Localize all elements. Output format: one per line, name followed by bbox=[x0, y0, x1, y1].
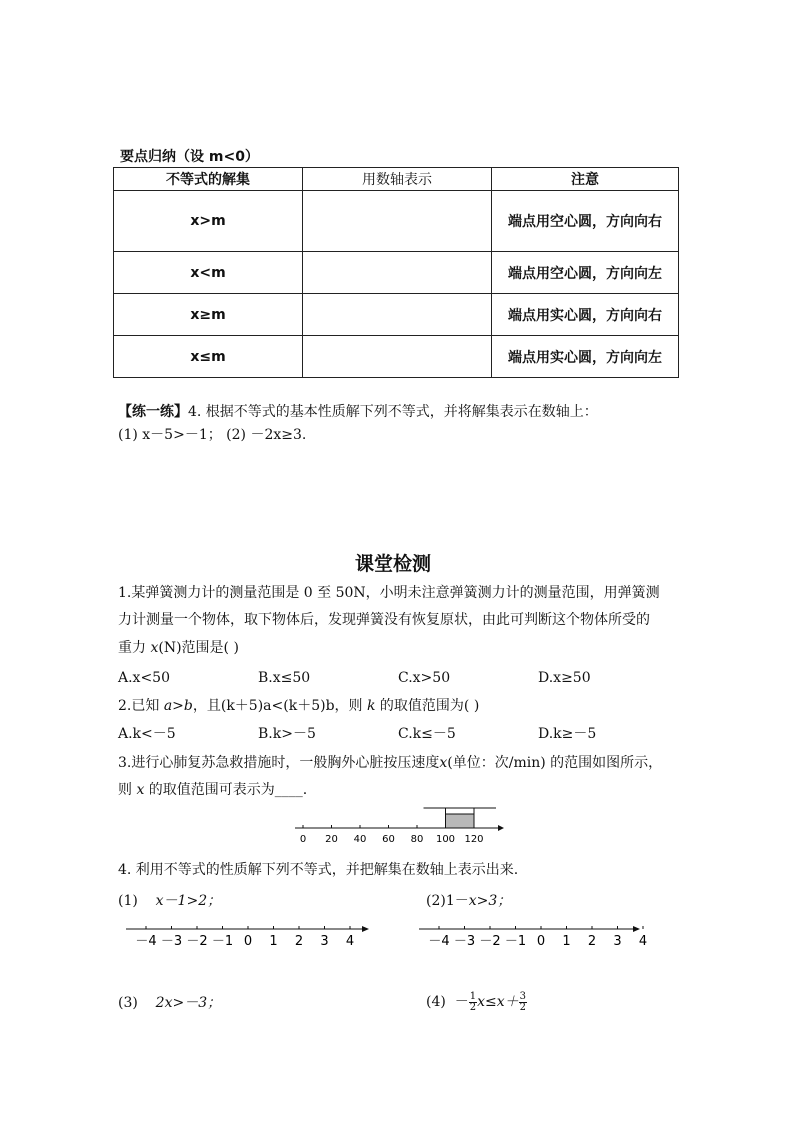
tick-label: 1 bbox=[269, 934, 278, 949]
tick-label: －3 bbox=[160, 934, 183, 949]
shaded-range bbox=[446, 814, 475, 828]
summary-table bbox=[113, 167, 679, 378]
solution-set-cell: x≤m bbox=[114, 336, 303, 378]
option-c: C.x>50 bbox=[398, 670, 451, 686]
tick-label: 4 bbox=[345, 934, 355, 949]
q4-number-line-2 bbox=[415, 920, 648, 952]
variable-x: x bbox=[439, 755, 448, 771]
q3-number-line bbox=[290, 804, 505, 848]
tick-label: －3 bbox=[453, 934, 476, 949]
arrow-head-icon bbox=[633, 926, 640, 932]
fraction-denominator: 2 bbox=[469, 1001, 477, 1013]
q2-condition: a>b bbox=[163, 698, 193, 714]
tick-label: －4 bbox=[135, 934, 157, 949]
option-d: D.k≥－5 bbox=[538, 726, 597, 742]
q2-stem-mid: ，且(k＋5)a<(k＋5)b，则 bbox=[192, 698, 367, 714]
column-header: 注意 bbox=[492, 168, 679, 191]
solution-set-cell: x<m bbox=[114, 252, 303, 294]
q4-part-3-expr: 2x>－3； bbox=[155, 995, 222, 1011]
tick-label: －2 bbox=[479, 934, 501, 949]
option-d: D.x≥50 bbox=[538, 670, 591, 686]
q2-stem-pre: 2.已知 bbox=[118, 698, 164, 714]
arrow-head-icon bbox=[498, 825, 504, 831]
fraction-three-halves bbox=[519, 992, 527, 1013]
tick-label: －2 bbox=[186, 934, 208, 949]
table-row bbox=[114, 336, 679, 378]
q4-number-line-1 bbox=[122, 920, 372, 952]
tick-label: 100 bbox=[435, 834, 456, 845]
tick-label: 0 bbox=[243, 934, 253, 949]
q4-part-2-expr: x>3； bbox=[468, 893, 512, 909]
q2-stem-post: 的取值范围为( ) bbox=[375, 698, 480, 714]
q4-stem: 4. 利用不等式的性质解下列不等式，并把解集在数轴上表示出来. bbox=[118, 862, 519, 878]
q4-part-2 bbox=[426, 891, 511, 911]
number-line-cell bbox=[303, 336, 492, 378]
arrow-head-icon bbox=[362, 926, 369, 932]
summary-heading: 要点归纳（设 m<0） bbox=[120, 149, 259, 165]
tick-label: －4 bbox=[428, 934, 450, 949]
q3-line-2 bbox=[118, 780, 307, 800]
tick-label: 0 bbox=[536, 934, 546, 949]
q1-line-3 bbox=[118, 638, 239, 658]
q4-part-3-label: (3) bbox=[118, 995, 138, 1011]
number-line-cell bbox=[303, 294, 492, 336]
table-header-row bbox=[114, 168, 679, 191]
section-title: 课堂检测 bbox=[355, 553, 432, 575]
option-b: B.k>－5 bbox=[258, 726, 316, 742]
tick-label: 2 bbox=[294, 934, 304, 949]
tick-label: 60 bbox=[382, 834, 395, 845]
note-cell: 端点用实心圆，方向向左 bbox=[492, 336, 679, 378]
q3-line-2-post: 的取值范围可表示为____. bbox=[144, 782, 308, 798]
q2-stem bbox=[118, 696, 479, 716]
tick-label: 0 bbox=[299, 834, 307, 845]
variable-k: k bbox=[366, 698, 376, 714]
tick-label: －1 bbox=[211, 934, 234, 949]
practice-items: (1) x－5>－1； (2) －2x≥3. bbox=[118, 427, 307, 443]
q4-part-4-label: (4) bbox=[426, 994, 446, 1010]
q1-line-3-post: (N)范围是( ) bbox=[158, 640, 239, 656]
fraction-numerator: 3 bbox=[519, 990, 527, 1002]
practice-tag: 【练一练】 bbox=[118, 404, 188, 420]
column-header: 用数轴表示 bbox=[303, 168, 492, 191]
q1-line-1: 1.某弹簧测力计的测量范围是 0 至 50N，小明未注意弹簧测力计的测量范围，用弹簧测 bbox=[118, 585, 660, 601]
table-row bbox=[114, 252, 679, 294]
practice-text: 4. 根据不等式的基本性质解下列不等式，并将解集表示在数轴上： bbox=[188, 404, 598, 420]
option-c: C.k≤－5 bbox=[398, 726, 456, 742]
fraction-denominator: 2 bbox=[519, 1001, 527, 1013]
note-cell: 端点用空心圆，方向向右 bbox=[492, 191, 679, 252]
q4-part-4 bbox=[426, 989, 527, 1015]
variable-x: x bbox=[150, 640, 159, 656]
q1-line-3-pre: 重力 bbox=[118, 640, 151, 656]
option-a: A.x<50 bbox=[118, 670, 171, 686]
q4-part-1-label: (1) bbox=[118, 893, 138, 909]
tick-label: 3 bbox=[320, 934, 329, 949]
tick-label: 4 bbox=[638, 934, 648, 949]
tick-label: 1 bbox=[562, 934, 571, 949]
option-b: B.x≤50 bbox=[258, 670, 311, 686]
tick-label: 20 bbox=[325, 834, 338, 845]
tick-label: －1 bbox=[504, 934, 527, 949]
tick-label: 3 bbox=[613, 934, 622, 949]
q4-part-4-neg: － bbox=[454, 994, 469, 1010]
q4-part-1 bbox=[118, 891, 221, 911]
tick-label: 2 bbox=[587, 934, 597, 949]
number-line-cell bbox=[303, 252, 492, 294]
variable-x: x bbox=[136, 782, 145, 798]
tick-label: 40 bbox=[353, 834, 367, 845]
q4-part-1-expr: x－1>2； bbox=[155, 893, 222, 909]
q4-part-4-mid: x≤x＋ bbox=[477, 994, 519, 1010]
fraction-numerator: 1 bbox=[469, 990, 477, 1002]
q3-line-2-pre: 则 bbox=[118, 782, 137, 798]
note-cell: 端点用空心圆，方向向左 bbox=[492, 252, 679, 294]
tick-label: 120 bbox=[464, 834, 484, 845]
solution-set-cell: x>m bbox=[114, 191, 303, 252]
q1-line-2: 力计测量一个物体，取下物体后，发现弹簧没有恢复原状，由此可判断这个物体所受的 bbox=[118, 612, 650, 628]
q3-line-1-pre: 3.进行心肺复苏急救措施时，一般胸外心脏按压速度 bbox=[118, 755, 440, 771]
solution-set-cell: x≥m bbox=[114, 294, 303, 336]
table-row bbox=[114, 191, 679, 252]
number-line-cell bbox=[303, 191, 492, 252]
column-header: 不等式的解集 bbox=[114, 168, 303, 191]
q3-line-1 bbox=[118, 753, 662, 773]
q4-part-3 bbox=[118, 993, 221, 1013]
q4-part-2-label: (2)1－ bbox=[426, 893, 469, 909]
tick-label: 80 bbox=[410, 834, 424, 845]
fraction-one-half bbox=[469, 992, 477, 1013]
table-row bbox=[114, 294, 679, 336]
option-a: A.k<－5 bbox=[118, 726, 176, 742]
q3-line-1-post: (单位：次/min) 的范围如图所示， bbox=[447, 755, 663, 771]
practice-prompt bbox=[118, 402, 598, 422]
note-cell: 端点用实心圆，方向向右 bbox=[492, 294, 679, 336]
